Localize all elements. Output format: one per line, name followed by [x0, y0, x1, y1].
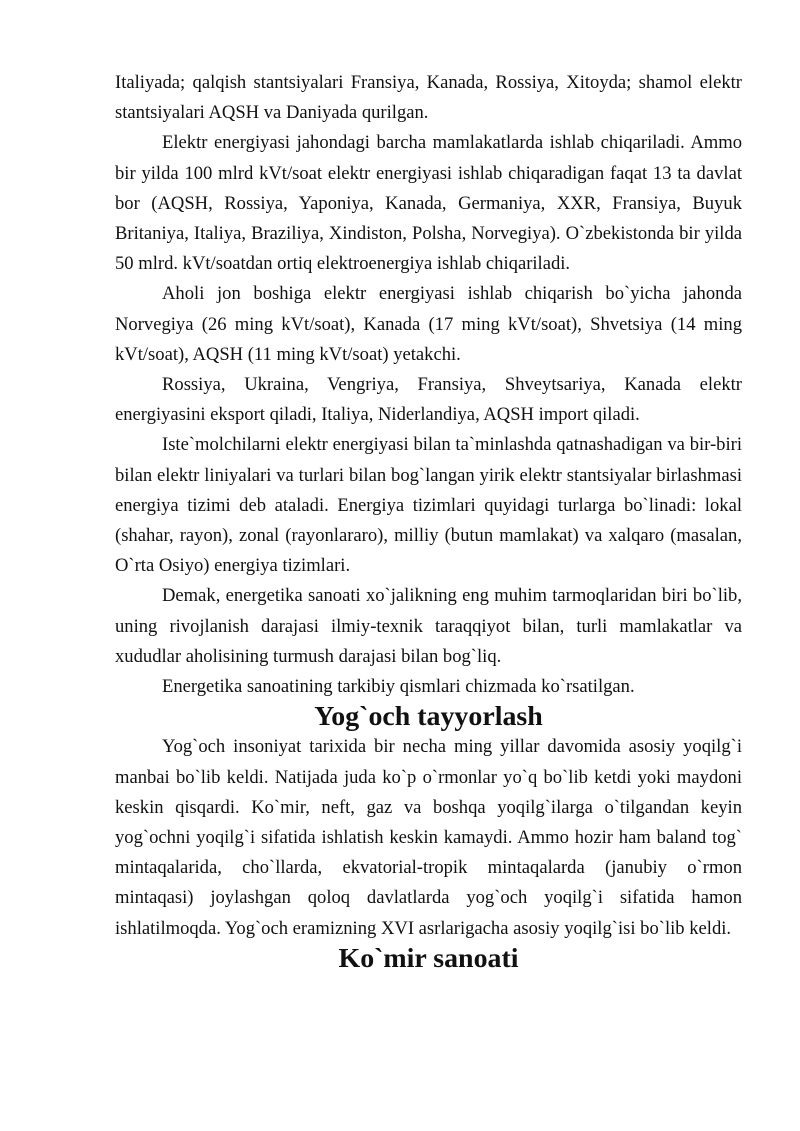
paragraph-wood: Yog`och insoniyat tarixida bir necha ming yillar davomida asosiy yoqilg`i manbai bo`lib keldi. Natijada juda ko`p o`rmonlar yo`q bo`lib ketdi yoki maydoni keskin qisqardi. Ko`mir, neft, gaz va boshqa yoqilg`ilarga o`tilgandan keyin yog`ochni yoqilg`i sifatida ishlatish keskin kamaydi. Ammo hozir ham baland tog` mintaqalarida, cho`llarda, ekvatorial-tropik mintaqalarda (janubiy o`rmon mintaqasi) joylashgan qoloq davlatlarda yog`och yoqilg`i sifatida hamon ishlatilmoqda. Yog`och eramizning XVI asrlarigacha asosiy yoqilg`isi bo`lib keldi.	[115, 736, 742, 939]
paragraph-per-capita: Aholi jon boshiga elektr energiyasi ishlab chiqarish bo`yicha jahonda Norvegiya (26 ming kVt/soat), Kanada (17 ming kVt/soat), Shvetsiya (14 ming kVt/soat), AQSH (11 ming kVt/soat) yetakchi.	[115, 283, 742, 365]
paragraph-conclusion: Demak, energetika sanoati xo`jalikning eng muhim tarmoqlaridan biri bo`lib, uning rivojlanish darajasi ilmiy-texnik taraqqiyot bilan, turli mamlakatlar va xududlar aholisining turmush darajasi bilan bog`liq.	[115, 585, 742, 667]
paragraph-diagram-note: Energetika sanoatining tarkibiy qismlari chizmada ko`rsatilgan.	[162, 676, 635, 698]
document-page	[115, 68, 742, 974]
paragraph-power-stations: Italiyada; qalqish stantsiyalari Fransiya, Kanada, Rossiya, Xitoyda; shamol elektr stantsiyalari AQSH va Daniyada qurilgan.	[115, 72, 742, 124]
paragraph-energy-systems: Iste`molchilarni elektr energiyasi bilan ta`minlashda qatnashadigan va bir-biri bilan elektr liniyalari va turlari bilan bog`langan yirik elektr stantsiyalar birlashmasi energiya tizimi deb ataladi. Energiya tizimlari quyidagi turlarga bo`linadi: lokal (shahar, rayon), zonal (rayonlararo), milliy (butun mamlakat) va xalqaro (masalan, O`rta Osiyo) energiya tizimlari.	[115, 434, 742, 577]
paragraph-export-import: Rossiya, Ukraina, Vengriya, Fransiya, Shveytsariya, Kanada elektr energiyasini eksport qiladi, Italiya, Niderlandiya, AQSH import qiladi.	[115, 374, 742, 426]
section-heading-coal: Ko`mir sanoati	[338, 942, 519, 974]
section-heading-wood: Yog`och tayyorlash	[314, 701, 543, 733]
paragraph-electricity-production: Elektr energiyasi jahondagi barcha mamlakatlarda ishlab chiqariladi. Ammo bir yilda 100 mlrd kVt/soat elektr energiyasi ishlab chiqaradigan faqat 13 ta davlat bor (AQSH, Rossiya, Yaponiya, Kanada, Germaniya, XXR, Fransiya, Buyuk Britaniya, Italiya, Braziliya, Xindiston, Polsha, Norvegiya). O`zbekistonda bir yilda 50 mlrd. kVt/soatdan ortiq elektroenergiya ishlab chiqariladi.	[115, 132, 742, 275]
